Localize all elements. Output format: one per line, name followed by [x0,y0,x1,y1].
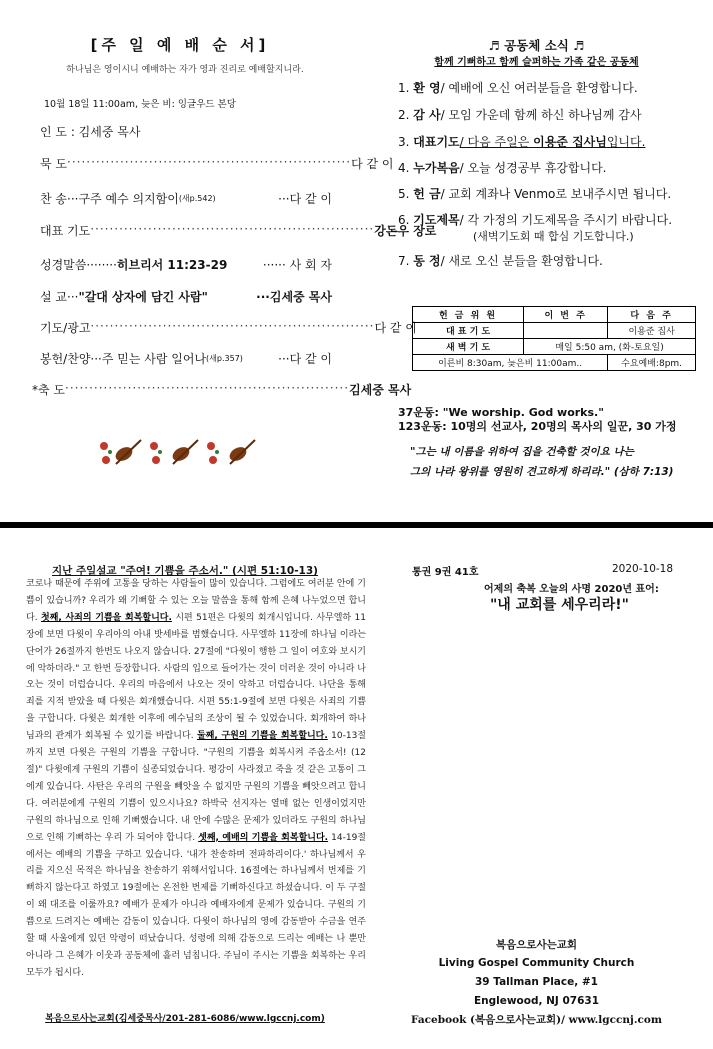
item-head: 대표기도 [413,135,460,149]
table-cell [524,323,608,339]
announcement-item-note: (새벽기도회 때 합심 기도합니다.) [473,230,634,243]
campaign-label: 37운동: [398,406,439,419]
church-name-korean: 복음으로사는교회 [495,939,578,951]
announcement-item [398,79,638,96]
announcements-title: ♬ 공동체 소식 ♬ [488,38,585,53]
order-label: 대표 기도 [40,224,91,238]
scripture-ref: 히브리서 11:23-29 [116,258,228,272]
church-address-line2: Englewood, NJ 07631 [473,995,600,1007]
order-label: 성경말씀········ [40,258,117,272]
campaign-text: 10명의 선교사, 20명의 목사의 일꾼, 30 가정 [446,420,677,433]
hymn-page: (새p.542) [178,194,216,203]
item-text-after: 입니다. [606,135,646,149]
order-label: 묵 도 [40,157,67,171]
item-number: 5. [398,187,410,201]
item-head: 기도제목 [413,213,460,227]
order-label: 봉헌/찬양···주 믿는 사람 일어나 [40,352,207,366]
item-text: / 새로 오신 분들을 환영합니다. [440,254,603,268]
item-text: / 각 가정의 기도제목을 주시기 바랍니다. [459,213,673,227]
item-text: / 예배에 오신 여러분들을 환영합니다. [440,81,638,95]
order-label: *축 도 [32,383,65,397]
campaign-text: "We worship. God works." [438,406,604,419]
violin-icon [113,440,255,464]
item-head: 동 정 [413,254,441,268]
announcement-item [398,159,606,176]
order-label: 설 교··· [40,290,79,304]
order-value: ······ 사 회 자 [262,258,332,272]
item-text: / 모임 가운데 함께 하신 하나님께 감사 [440,108,642,122]
item-number: 6. [398,213,410,227]
item-number: 2. [398,108,410,122]
church-website: Facebook (복음으로사는교회)/ www.lgccnj.com [410,1014,663,1026]
order-row-offering [40,350,332,367]
item-head: 감 사 [413,108,441,122]
sermon-point: 셋째, 예배의 기쁨을 회복할니다. [198,832,329,843]
church-contact-footer: 복음으로사는교회(김세중목사/201-281-6086/www.lgccnj.com) [45,1014,325,1024]
duty-table [412,306,696,371]
announcements-subtitle: 함께 기뻐하고 함께 슬퍼하는 가족 같은 공동체 [434,57,639,68]
yearly-theme-label: 어제의 축복 오늘의 사명 2020년 표어: [484,584,659,595]
order-row-sermon [40,288,332,305]
order-title: [주 일 예 배 순 서] [90,36,270,54]
service-date-line: 10월 18일 11:00am, 늦은 비: 잉글우드 본당 [44,99,236,110]
leader-dots: ··························································· [90,319,375,333]
order-value: ···다 같 이 [278,192,332,206]
announcement-item [398,211,672,228]
sermon-point: 둘째, 구원의 기쁨을 회복할니다. [196,731,328,742]
item-head: 헌 금 [413,187,441,201]
item-text: / 다음 주일은 [459,135,534,149]
sermon-text: 시편 51편은 다윗의 회개시입니다. 사무엘하 11장에 보면 다윗이 우리아의 아내 밧세바를 범했습니다. 사무엘하 11장에 하나님 이라는 단어가 26절까지 한번도 나오지 않습니다. 27절에 "다윗이 행한 그 일이 여호와 보시기에 악하더라." 고 한번 등장합니다. 사람의 입으로 들어가는 것이 더러운 것이 아니라 나오는 것이 더럽습니다. 우리의 마음에서 나오는 것이 악하고 더럽습니다. 나단을 통해 죄를 지적 받았을 때 다윗은 회개했습니다. 시편 55:1-9절에 보면 다윗은 사죄의 기쁨을 구합니다. 다윗은 회개한 이후에 예수님의 조상이 될 수 있었습니다. 회개하여 하나님과의 관계가 회복될 수 있기를 바랍니다. [26,612,366,742]
campaign-123 [398,418,676,434]
order-label: 찬 송···구주 예수 의지함이 [40,192,179,206]
announcement-item [398,185,671,202]
order-row-benediction [32,381,412,398]
yearly-motto: "내 교회를 세우리라!" [490,597,629,613]
table-cell: 이른비 8:30am, 늦은비 11:00am.. [413,355,608,371]
order-row-announcements [40,319,417,336]
table-row [413,307,696,323]
table-row [413,323,696,339]
leader-dots: ··························································· [67,155,352,169]
volume-number: 통권 9권 41호 [412,567,479,578]
scripture-quote-line2: 그의 나라 왕위를 영원히 견고하게 하리라." (삼하 7:13) [410,466,674,478]
order-label: 인 도 : 김세중 목사 [40,125,141,139]
announcement-item [398,252,603,269]
sermon-summary-title: 지난 주일설교 "주여! 기쁨을 주소서." (시편 51:10-13) [52,565,318,577]
hymn-page: (새p.357) [206,354,243,363]
table-row [413,339,696,355]
sermon-text: 10-13절까지 보면 다윗은 구원의 기쁨을 구합니다. "구원의 기쁨을 회복시켜 주옵소서! (12절)" 다윗에게 구원의 기쁨이 실종되었습니다. 평강이 사라졌고 죽을 것 같은 고통이 그에게 있습니다. 사탄은 우리의 구원을 빼앗을 수 없지만 구원의 기쁨을 빼앗으려고 합니다. 여러분에게 구원의 기쁨이 있으시나요? 하박국 선지자는 열매 없는 인생이었지만 구원의 하나님으로 인해 기뻐했습니다. 내 안에 수많은 문제가 있더라도 구원의 하나님으로 인해 기뻐하는 우리 가 되어야 합니다. [26,731,366,843]
table-header: 헌 금 위 원 [413,307,524,323]
bulletin-date: 2020-10-18 [612,563,674,575]
item-text-bold: 이용준 집사님 [533,135,607,149]
sermon-point: 첫째, 사죄의 기쁨을 회복할니다. [40,612,172,623]
order-value: ···김세중 목사 [256,290,332,304]
table-cell: 대 표 기 도 [413,323,524,339]
table-header: 이 번 주 [524,307,608,323]
sermon-summary-body [26,576,366,982]
order-value: 김세중 목사 [349,383,412,397]
item-text: / 오늘 성경공부 휴강합니다. [459,161,607,175]
violin-rose-ornament [96,432,266,472]
page-divider [0,522,713,528]
leader-dots: ··························································· [90,222,375,236]
item-number: 4. [398,161,410,175]
order-value: 강돈우 장로 [374,224,437,238]
item-number: 7. [398,254,410,268]
order-verse: 하나님은 영이시니 예배하는 자가 영과 진리로 예배할지니라. [66,65,304,75]
table-cell: 수요예배:8pm. [608,355,696,371]
order-label: 기도/광고 [40,321,91,335]
announcement-item [398,106,641,123]
item-head: 환 영 [413,81,441,95]
item-number: 1. [398,81,410,95]
order-row-silent-prayer [40,155,394,172]
table-cell: 새 벽 기 도 [413,339,524,355]
item-head: 누가복음 [413,161,460,175]
item-number: 3. [398,135,410,149]
sermon-text: 14-19절에서는 예배의 기쁨을 구하고 있습니다. '내가 찬송하며 전파하리이다.' 하나님께서 우리를 지으신 목적은 하나님을 찬송하기 위해서입니다. 16절에는 하나님께서 번제를 기뻐하지 않는다고 하였고 19절에는 온전한 번제를 기뻐하신다고 하셨습니다. 이 두 구절이 왜 대조를 이룰까요? 예배가 문제가 아니라 예배자에게 문제가 있습니다. 구원의 기쁨으로 드려지는 예배는 감동이 있습니다. 다윗이 하나님의 영에 감동받아 수금을 연주할 때 사울에게 있던 악령이 떠났습니다. 성령에 의해 감동으로 드리는 예배는 나 뿐만 아니라 그 은혜가 이웃과 공동체에 흘러 넘칩니다. 주님이 주시는 기쁨을 회복하는 우리 모두가 됩시다. [26,832,366,978]
order-row-scripture [40,256,332,273]
church-name-english: Living Gospel Community Church [438,957,635,969]
order-value: 다 같 이 [374,321,417,335]
sermon-title-text: "갈대 상자에 담긴 사람" [78,290,208,304]
table-cell: 매일 5:50 am, (화-토요일) [524,339,696,355]
order-value: ···다 같 이 [278,352,332,366]
order-row-leader [40,123,332,140]
order-value: 다 같 이 [351,157,394,171]
campaign-label: 123운동: [398,420,447,433]
table-cell: 이용준 집사 [608,323,696,339]
table-row [413,355,696,371]
item-text: / 교회 계좌나 Venmo로 보내주시면 됩니다. [440,187,672,201]
order-row-hymn [40,190,332,207]
order-row-prayer [40,222,437,239]
scripture-quote-line1: "그는 내 이름을 위하여 집을 건축할 것이요 나는 [410,446,634,458]
sermon-text: 코로나 때문에 주위에 고통을 당하는 사람들이 많이 있습니다. 그럼에도 여러분 안에 기쁨이 있습니까? 우리가 왜 기뻐할 수 있는 오늘 말씀을 통해 함께 은혜 나누었으면 합니다. [26,579,366,623]
leader-dots: ··························································· [65,381,350,395]
announcement-item [398,133,645,150]
table-header: 다 음 주 [608,307,696,323]
church-address-line1: 39 Tallman Place, #1 [475,976,598,988]
